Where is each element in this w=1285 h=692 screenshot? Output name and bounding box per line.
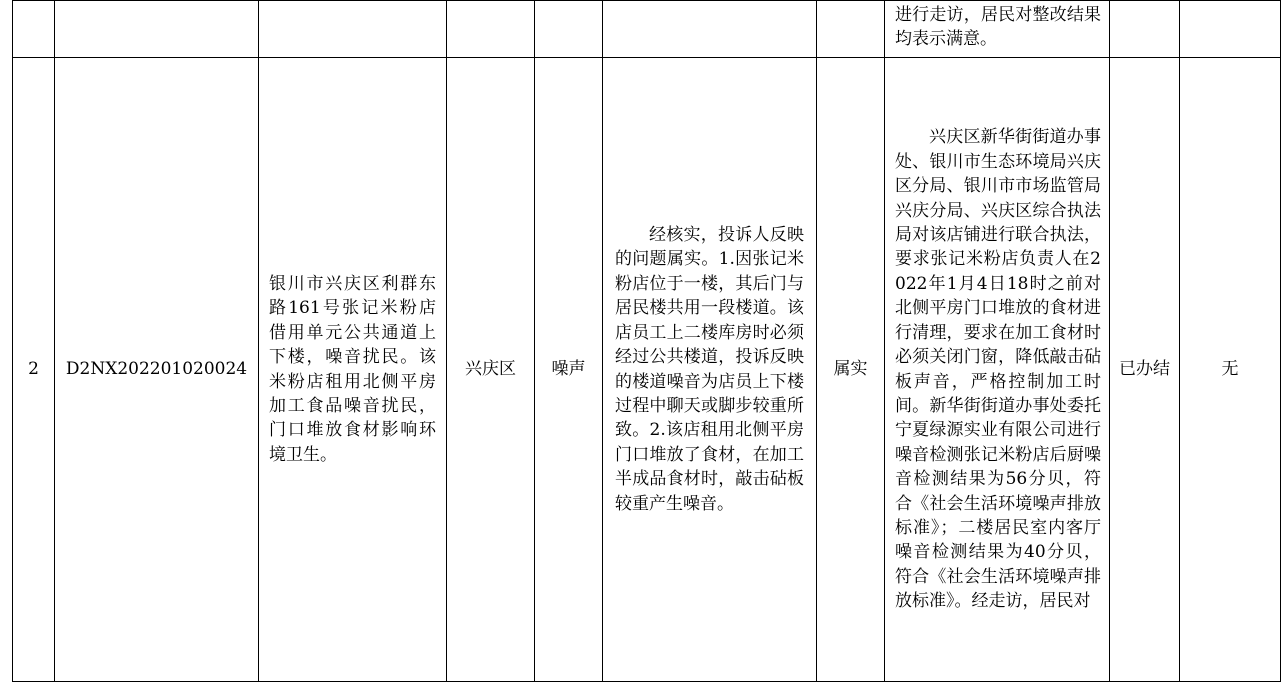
status: 已办结 (1110, 58, 1180, 682)
complaint-table (12, 0, 1281, 682)
rectification-tail-text: 进行走访，居民对整改结果均表示满意。 (895, 5, 1101, 50)
rectification-text: 兴庆区新华街街道办事处、银川市生态环境局兴庆区分局、银川市市场监管局兴庆分局、兴庆区综合执法局对该店铺进行联合执法，要求张记米粉店负责人在2022年1月4日18时之前对北侧平房门口堆放的食材进行清理，要求在加工食材时必须关闭门窗，降低敲击砧板声音，严格控制加工时间。新华街街道办事处委托宁夏绿源实业有限公司进行噪音检测张记米粉店后厨噪音检测结果为56分贝，符合《社会生活环境噪声排放标准》；二楼居民室内客厅噪音检测结果为40分贝，符合《社会生活环境噪声排放标准》。经走访，居民对 (895, 127, 1101, 612)
case-id: D2NX202201020024 (55, 58, 259, 682)
rectification-cell (885, 1, 1110, 58)
empty-cell (55, 1, 259, 58)
empty-cell (1180, 1, 1281, 58)
empty-cell (817, 1, 885, 58)
empty-cell (447, 1, 535, 58)
empty-cell (13, 1, 55, 58)
table-row (13, 58, 1281, 682)
empty-cell (1110, 1, 1180, 58)
findings-cell (603, 58, 817, 682)
complaint-text: 银川市兴庆区利群东路161号张记米粉店借用单元公共通道上下楼，噪音扰民。该米粉店租用北侧平房加工食品噪音扰民，门口堆放食材影响环境卫生。 (269, 273, 436, 465)
row-index: 2 (13, 58, 55, 682)
findings-text: 经核实，投诉人反映的问题属实。1.因张记米粉店位于一楼，其后门与居民楼共用一段楼道。该店员工上二楼库房时必须经过公共楼道，投诉反映的楼道噪音为店员上下楼过程中聊天或脚步较重所致。2.该店租用北侧平房门口堆放了食材，在加工半成品食材时，敲击砧板较重产生噪音。 (615, 225, 804, 514)
table-row (13, 1, 1281, 58)
empty-cell (535, 1, 603, 58)
complaint-cell (259, 58, 447, 682)
category: 噪声 (535, 58, 603, 682)
empty-cell (603, 1, 817, 58)
verdict: 属实 (817, 58, 885, 682)
rectification-cell (885, 58, 1110, 682)
empty-cell (259, 1, 447, 58)
district: 兴庆区 (447, 58, 535, 682)
accountability: 无 (1180, 58, 1281, 682)
